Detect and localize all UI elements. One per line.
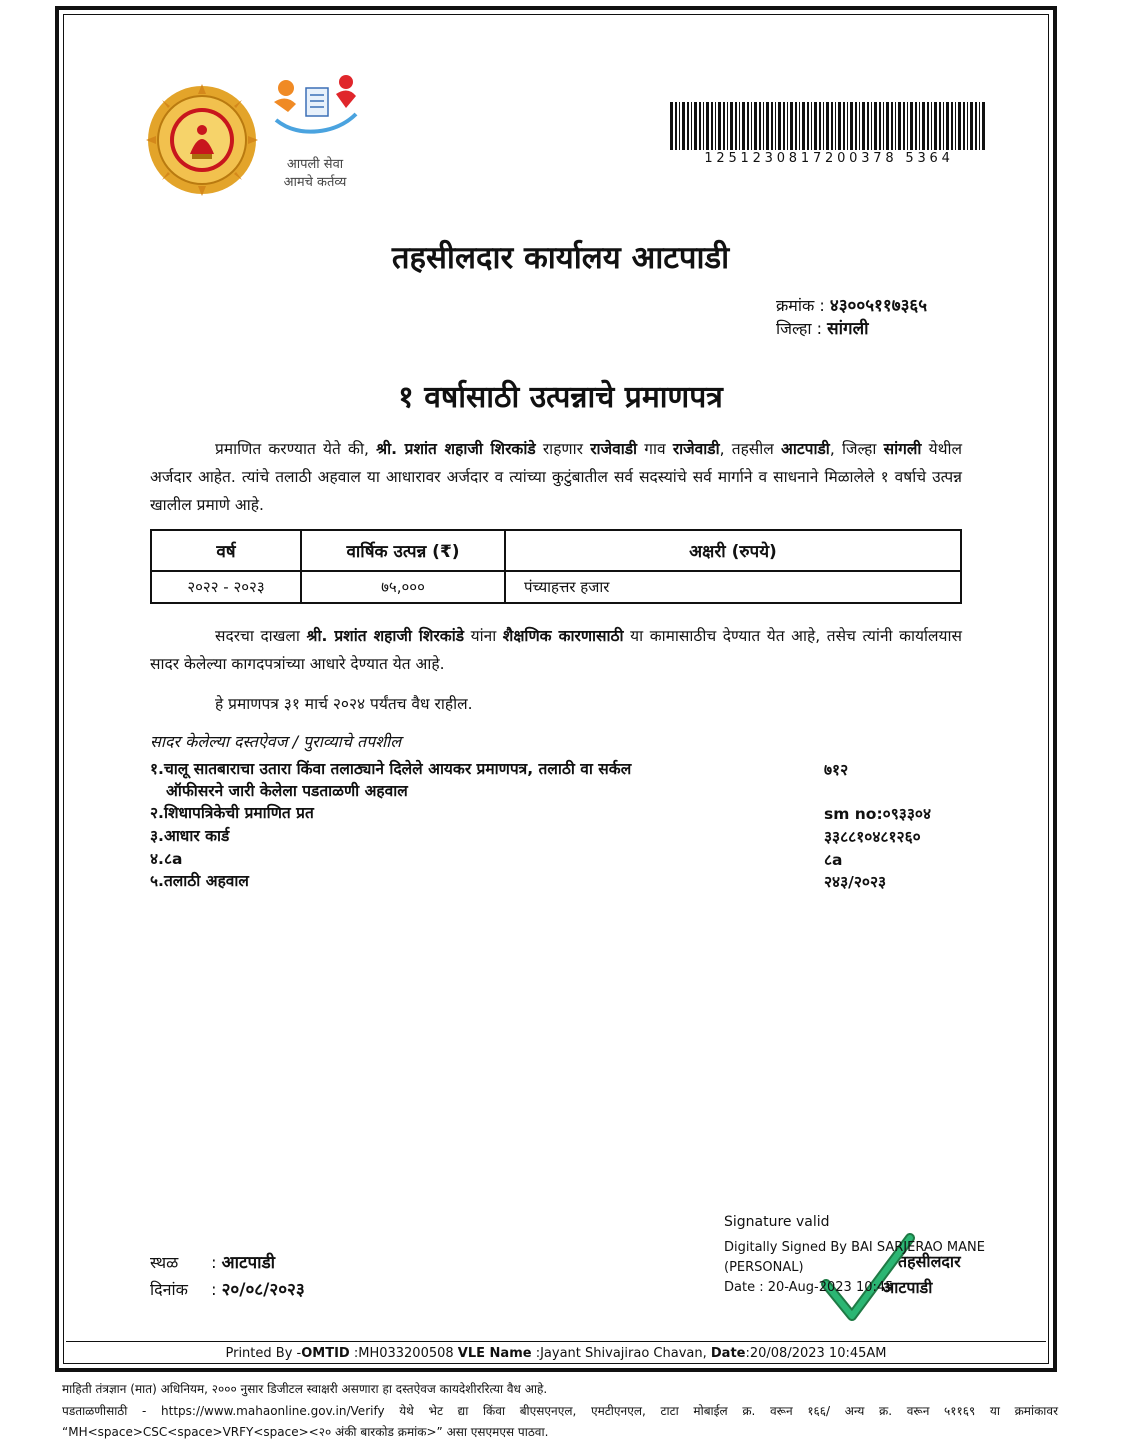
- barcode-bar: [874, 102, 877, 150]
- intro-text-4: , तहसील: [719, 440, 774, 458]
- kramank-line: [776, 293, 927, 316]
- barcode: [670, 102, 988, 150]
- place-label: स्थळ: [150, 1253, 179, 1272]
- aaple-seva-tagline: [270, 156, 360, 192]
- barcode-bar: [951, 102, 953, 150]
- barcode-bar: [790, 102, 793, 150]
- district-name: सांगली: [883, 440, 922, 458]
- document-label: १.चालू सातबाराचा उतारा किंवा तलाठ्याने दिलेले आयकर प्रमाणपत्र, तलाठी वा सर्कल: [150, 760, 632, 778]
- barcode-bar: [778, 102, 781, 150]
- barcode-number: 1251230817200378 5364: [704, 151, 954, 166]
- barcode-bar: [826, 102, 829, 150]
- barcode-bar: [886, 102, 889, 150]
- barcode-bar: [859, 102, 860, 150]
- barcode-bar: [922, 102, 925, 150]
- barcode-bar: [879, 102, 881, 150]
- barcode-bar: [823, 102, 824, 150]
- printed-date-value: :20/08/2023 10:45AM: [745, 1346, 887, 1361]
- barcode-bar: [915, 102, 917, 150]
- barcode-bar: [730, 102, 733, 150]
- designation-text: तहसीलदार: [898, 1252, 961, 1271]
- intro-paragraph: [150, 435, 962, 519]
- purpose-applicant-name: श्री. प्रशांत शहाजी शिरकांडे: [306, 627, 465, 645]
- barcode-bar: [711, 102, 713, 150]
- barcode-bar: [898, 102, 901, 150]
- barcode-bar: [682, 102, 685, 150]
- purpose-reason: शैक्षणिक कारणासाठी: [502, 627, 624, 645]
- signature-type: (PERSONAL): [724, 1260, 804, 1275]
- barcode-bar: [963, 102, 965, 150]
- barcode-bar: [675, 102, 677, 150]
- barcode-bar: [814, 102, 817, 150]
- date-label: दिनांक: [150, 1280, 188, 1299]
- barcode-bar: [766, 102, 769, 150]
- intro-text-3: गाव: [644, 440, 666, 458]
- village-name: राजेवाडी: [590, 440, 638, 458]
- income-table: [150, 529, 962, 604]
- digital-signature-block: [724, 1212, 1024, 1298]
- place-line: स्थळ : आटपाडी: [150, 1253, 276, 1273]
- taluka-name: आटपाडी: [781, 440, 830, 458]
- aaple-seva-line2: आमचे कर्तव्य: [283, 175, 347, 190]
- vle-label: VLE Name: [457, 1346, 532, 1361]
- barcode-bar: [927, 102, 929, 150]
- barcode-bar: [807, 102, 809, 150]
- purpose-paragraph: [150, 622, 962, 678]
- jilha-line: [776, 316, 869, 339]
- document-value: sm no:०९३३०४: [824, 805, 932, 823]
- barcode-bar: [811, 102, 812, 150]
- barcode-bar: [723, 102, 725, 150]
- barcode-bar: [787, 102, 788, 150]
- barcode-bar: [943, 102, 944, 150]
- barcode-bar: [970, 102, 973, 150]
- omtid-label: OMTID: [301, 1346, 350, 1361]
- certificate-title: १ वर्षासाठी उत्पन्नाचे प्रमाणपत्र: [398, 380, 723, 415]
- barcode-bar: [850, 102, 853, 150]
- intro-text-7: येथील अर्जदार आहेत. त्यांचे तलाठी अहवाल या आधारावर अर्जदार व त्यांच्या कुटुंबातील सर्व सदस्यांचे सर्व मार्गाने व साधनाने मिळालेले १ वर्षाचे उत्पन्न खालील प्रमाणे आहे.: [150, 440, 963, 514]
- footer-line-1: माहिती तंत्रज्ञान (मात) अधिनियम, २००० नुसार डिजीटल स्वाक्षरी असणारा हा दस्तऐवज कायदेशीररित्या वैध आहे.: [62, 1382, 548, 1396]
- barcode-bar: [742, 102, 745, 150]
- barcode-bar: [907, 102, 908, 150]
- document-item-4: ४.८a: [150, 850, 183, 868]
- barcode-bar: [727, 102, 728, 150]
- validity-text: हे प्रमाणपत्र ३१ मार्च २०२४ पर्यंतच वैध राहील.: [215, 695, 473, 713]
- barcode-bar: [910, 102, 913, 150]
- purpose-text-4: तसेच त्यांनी कार्यालयास सादर केलेल्या कागदपत्रांच्या आधारे देण्यात येत आहे.: [150, 627, 963, 673]
- barcode-bar: [694, 102, 697, 150]
- divider: [66, 1341, 1046, 1342]
- barcode-bar: [838, 102, 841, 150]
- maharashtra-seal-icon: [146, 84, 258, 196]
- barcode-bar: [934, 102, 937, 150]
- document-item-2: २.शिधापत्रिकेची प्रमाणित प्रत: [150, 804, 314, 822]
- barcode-bar: [715, 102, 716, 150]
- kramank-label: क्रमांक :: [776, 296, 825, 315]
- printed-date-label: Date: [710, 1346, 746, 1361]
- barcode-bar: [835, 102, 836, 150]
- intro-text-5: ,: [829, 440, 835, 458]
- barcode-bar: [967, 102, 968, 150]
- barcode-bar: [975, 102, 977, 150]
- barcode-bar: [871, 102, 872, 150]
- table-row: [151, 571, 961, 603]
- barcode-bar: [706, 102, 709, 150]
- table-header-row: [151, 530, 961, 571]
- barcode-bar: [946, 102, 949, 150]
- header-annual-income: वार्षिक उत्पन्न (₹): [301, 530, 505, 571]
- barcode-bar: [747, 102, 749, 150]
- header-in-words: अक्षरी (रुपये): [505, 530, 961, 571]
- barcode-bar: [847, 102, 848, 150]
- footer-line-2: पडताळणीसाठी - https://www.mahaonline.gov.in/Verify येथे भेट द्या किंवा बीएसएनएल, एमटीएनएल, टाटा मोबाईल क्र. वरून १६६/ अन्य क्र. वरून ५११६९ या क्रमांकावर: [62, 1404, 1058, 1418]
- barcode-bar: [679, 102, 680, 150]
- header-year: वर्ष: [151, 530, 301, 571]
- barcode-bar: [883, 102, 884, 150]
- barcode-bar: [775, 102, 776, 150]
- barcode-bar: [759, 102, 761, 150]
- barcode-bar: [699, 102, 701, 150]
- intro-text-1: प्रमाणित करण्यात येते की,: [215, 440, 369, 458]
- barcode-bar: [831, 102, 833, 150]
- barcode-bar: [982, 102, 985, 150]
- omtid-value: :MH033200508: [353, 1346, 454, 1361]
- document-item-5: ५.तलाठी अहवाल: [150, 872, 249, 890]
- documents-heading: सादर केलेल्या दस्तऐवज / पुराव्याचे तपशील: [150, 732, 402, 751]
- date-value: २०/०८/२०२३: [221, 1280, 305, 1300]
- inner-border: [63, 14, 1049, 1364]
- barcode-bar: [867, 102, 869, 150]
- barcode-bar: [802, 102, 805, 150]
- signature-status: Signature valid: [724, 1214, 830, 1230]
- barcode-bar: [819, 102, 821, 150]
- barcode-bar: [895, 102, 896, 150]
- barcode-bar: [703, 102, 704, 150]
- cell-year: २०२२ - २०२३: [151, 571, 301, 603]
- barcode-bar: [718, 102, 721, 150]
- signatory-office: आटपाडी: [882, 1278, 933, 1297]
- barcode-bar: [691, 102, 692, 150]
- barcode-bar: [855, 102, 857, 150]
- barcode-bar: [739, 102, 740, 150]
- purpose-text-3: या कामासाठीच देण्यात येत आहे,: [630, 627, 821, 645]
- jilha-value: सांगली: [827, 319, 869, 339]
- aaple-seva-logo-icon: [266, 72, 362, 138]
- document-item-1: [150, 758, 631, 802]
- vle-value: :Jayant Shivajirao Chavan,: [535, 1346, 707, 1361]
- document-value: ३३८८१०४८१२६०: [824, 828, 921, 846]
- barcode-bar: [670, 102, 673, 150]
- barcode-bar: [862, 102, 865, 150]
- barcode-bar: [903, 102, 905, 150]
- signature-date: Date : 20-Aug-2023 10:45: [724, 1280, 894, 1295]
- document-value: २४३/२०२३: [824, 873, 887, 891]
- barcode-bar: [754, 102, 757, 150]
- cell-amount: ७५,०००: [301, 571, 505, 603]
- barcode-bar: [763, 102, 764, 150]
- barcode-bar: [891, 102, 893, 150]
- office-title: तहसीलदार कार्यालय आटपाडी: [391, 240, 730, 276]
- barcode-bar: [735, 102, 737, 150]
- barcode-bar: [939, 102, 941, 150]
- barcode-bar: [751, 102, 752, 150]
- barcode-bar: [843, 102, 845, 150]
- barcode-bar: [955, 102, 956, 150]
- barcode-bar: [919, 102, 920, 150]
- village-name-2: राजेवाडी: [672, 440, 720, 458]
- barcode-bar: [795, 102, 797, 150]
- jilha-label: जिल्हा :: [776, 319, 823, 338]
- document-item-3: ३.आधार कार्ड: [150, 827, 230, 845]
- barcode-bar: [799, 102, 800, 150]
- intro-text-2: राहणार: [542, 440, 583, 458]
- footer-line-3: “MH<space>CSC<space>VRFY<space><२० अंकी बारकोड क्रमांक>” असा एसएमएस पाठवा.: [62, 1425, 549, 1439]
- date-line: दिनांक : २०/०८/२०२३: [150, 1280, 305, 1300]
- kramank-value: ४३००५११७३६५: [829, 296, 928, 316]
- barcode-bar: [783, 102, 785, 150]
- signature-signer: Digitally Signed By BAI SARJERAO MANE: [724, 1240, 985, 1255]
- printed-by-line: [0, 1346, 1112, 1361]
- barcode-bar: [979, 102, 980, 150]
- document-value: ७१२: [824, 761, 849, 779]
- barcode-bar: [931, 102, 932, 150]
- barcode-bar: [958, 102, 961, 150]
- document-value: ८a: [824, 851, 843, 869]
- purpose-text-2: यांना: [470, 627, 497, 645]
- purpose-text-1: सदरचा दाखला: [215, 627, 300, 645]
- printed-by-prefix: Printed By -: [225, 1346, 302, 1361]
- document-label-cont: ऑफीसरने जारी केलेला पडताळणी अहवाल: [166, 782, 408, 800]
- aaple-seva-line1: आपली सेवा: [286, 157, 344, 172]
- barcode-bar: [771, 102, 773, 150]
- applicant-name: श्री. प्रशांत शहाजी शिरकांडे: [376, 440, 536, 458]
- place-value: आटपाडी: [221, 1253, 276, 1273]
- cell-words: पंच्याहत्तर हजार: [505, 571, 961, 603]
- intro-text-6: जिल्हा: [841, 440, 877, 458]
- barcode-bar: [687, 102, 689, 150]
